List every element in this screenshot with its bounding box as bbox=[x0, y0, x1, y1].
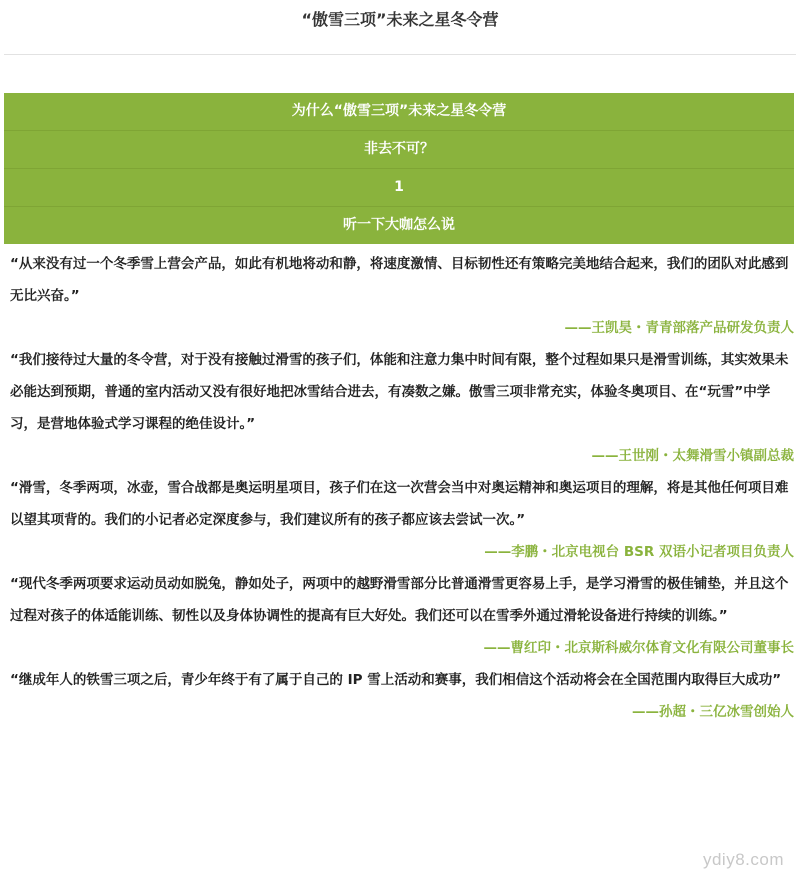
banner-row-question: 为什么“傲雪三项”未来之星冬令营 bbox=[291, 103, 507, 119]
intro-banner bbox=[4, 93, 794, 244]
testimonial-quote: “滑雪，冬季两项，冰壶，雪合战都是奥运明星项目，孩子们在这一次营会当中对奥运精神和奥运项目的理解，将是其他任何项目难以望其项背的。我们的小记者必定深度参与，我们建议所有的孩子都应该去尝试一次。” bbox=[10, 480, 789, 528]
testimonial-author: ——王凯昊・青青部落产品研发负责人 bbox=[564, 320, 794, 336]
testimonials bbox=[0, 248, 800, 728]
testimonial-author: ——李鹏・北京电视台 BSR 双语小记者项目负责人 bbox=[484, 544, 794, 560]
testimonial-author: ——王世刚・太舞滑雪小镇副总裁 bbox=[591, 448, 794, 464]
testimonial-author: ——曹红印・北京斯科威尔体育文化有限公司董事长 bbox=[483, 640, 794, 656]
testimonial-quote: “我们接待过大量的冬令营，对于没有接触过滑雪的孩子们，体能和注意力集中时间有限，整个过程如果只是滑雪训练，其实效果未必能达到预期，普通的室内活动又没有很好地把冰雪结合进去，有凑数之嫌。傲雪三项非常充实，体验冬奥项目、在“玩雪”中学习，是营地体验式学习课程的绝佳设计。” bbox=[10, 352, 789, 432]
testimonial-quote: “继成年人的铁雪三项之后，青少年终于有了属于自己的 IP 雪上活动和赛事，我们相信这个活动将会在全国范围内取得巨大成功” bbox=[10, 672, 782, 688]
testimonial-quote: “现代冬季两项要求运动员动如脱兔，静如处子，两项中的越野滑雪部分比普通滑雪更容易上手，是学习滑雪的极佳铺垫，并且这个过程对孩子的体适能训练、韧性以及身体协调性的提高有巨大好处。我们还可以在雪季外通过滑轮设备进行持续的训练。” bbox=[10, 576, 789, 624]
site-watermark: ydiy8.com bbox=[702, 850, 784, 869]
banner-row-must-go: 非去不可？ bbox=[4, 130, 794, 168]
testimonial-quote: “从来没有过一个冬季雪上营会产品，如此有机地将动和静，将速度激情、目标韧性还有策略完美地结合起来，我们的团队对此感到无比兴奋。” bbox=[10, 256, 789, 304]
page-title: “傲雪三项”未来之星冬令营 bbox=[301, 10, 499, 29]
banner-row-number: 1 bbox=[4, 168, 794, 206]
title-divider bbox=[4, 54, 796, 55]
testimonial-author: ——孙超・三亿冰雪创始人 bbox=[632, 704, 794, 720]
banner-row-experts: 听一下大咖怎么说 bbox=[4, 206, 794, 244]
